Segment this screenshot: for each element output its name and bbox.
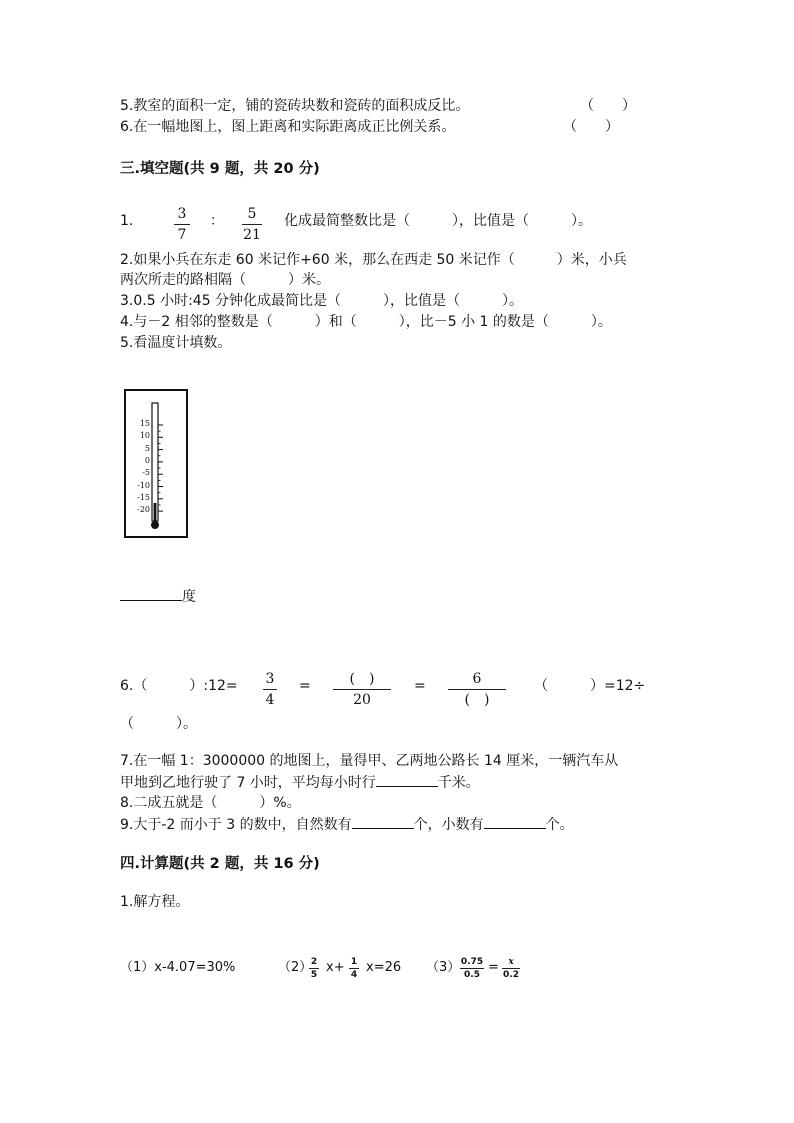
fraction-numerator: 1 [350, 957, 358, 967]
fraction-bar [502, 968, 520, 969]
answer-blank[interactable] [376, 772, 438, 787]
section4-heading: 四.计算题(共 2 题，共 16 分) [120, 856, 320, 872]
fraction-denominator: 5 [310, 970, 318, 980]
fill-q7-line1: 7.在一幅 1：3000000 的地图上，量得甲、乙两地公路长 14 厘米，一辆汽车从 [120, 753, 619, 769]
fraction-numerator: 6 [472, 671, 482, 687]
equation-3-fraction-075-05 [460, 957, 484, 980]
fill-q6-suffix: （ ）=12÷ [534, 678, 646, 694]
fraction-bar [448, 689, 506, 690]
equation-2-middle: x+ [326, 960, 345, 975]
fill-q6-line2: （ ）。 [120, 716, 197, 732]
fill-q7-line2 [120, 772, 480, 793]
answer-blank[interactable] [352, 814, 414, 829]
fill-q7-text-a: 甲地到乙地行驶了 7 小时，平均每小时行 [120, 775, 376, 791]
fraction-denominator: 4 [265, 692, 275, 708]
thermometer-tick-label: 15 [139, 419, 150, 428]
fill-q2-line2: 两次所走的路相隔（ ）米。 [120, 272, 330, 288]
thermometer-figure [124, 389, 188, 538]
fraction-numerator: ( ) [349, 671, 375, 687]
fraction-bar [174, 224, 190, 225]
fill-q8: 8.二成五就是（ ）%。 [120, 795, 301, 811]
fraction-numerator: 3 [265, 671, 275, 687]
fraction-denominator: ( ) [464, 692, 490, 708]
section3-heading: 三.填空题(共 9 题，共 20 分) [120, 161, 320, 177]
fill-q4: 4.与－2 相邻的整数是（ ）和（ ），比－5 小 1 的数是（ ）。 [120, 314, 612, 330]
fraction-bar [309, 968, 319, 969]
equation-2-suffix: x=26 [366, 960, 402, 975]
fraction-numerator: 5 [247, 206, 257, 222]
thermometer-ticks [158, 425, 163, 511]
fill-q9-text-b: 个，小数有 [413, 817, 484, 833]
fill-q6-fraction-3-4 [263, 670, 277, 709]
fill-q2-line1: 2.如果小兵在东走 60 米记作+60 米，那么在西走 50 米记作（ ）米，小兵 [120, 252, 627, 268]
fill-q6-fraction-6-blank [448, 670, 506, 709]
thermometer-tick-label: -20 [137, 505, 150, 515]
thermometer-tick-label: -5 [142, 468, 150, 478]
fraction-denominator: 21 [243, 227, 261, 243]
fraction-numerator: 0.75 [460, 957, 484, 967]
fill-q6-fraction-blank-20 [333, 670, 391, 709]
equation-3-prefix: （3） [426, 960, 461, 975]
fraction-numerator: x [508, 957, 514, 967]
thermometer-tick-label: 10 [139, 431, 150, 441]
fraction-numerator: 3 [177, 206, 187, 222]
fraction-bar [263, 689, 277, 690]
fill-q1-colon: ： [210, 213, 224, 229]
judgement-q6-answer-paren: （ ） [563, 119, 619, 135]
calc-q1: 1.解方程。 [120, 894, 190, 910]
fraction-denominator: 4 [350, 970, 358, 980]
fraction-denominator: 0.2 [503, 970, 519, 980]
fill-q1-fraction-3-7 [174, 205, 190, 244]
fraction-bar [333, 689, 391, 690]
fraction-denominator: 0.5 [464, 970, 480, 980]
equation-2-fraction-1-4 [349, 957, 359, 980]
fraction-bar [460, 968, 484, 969]
equation-3-fraction-x-02 [502, 957, 520, 980]
thermometer-bulb [151, 521, 159, 529]
answer-blank[interactable] [120, 586, 182, 601]
fill-q3: 3.0.5 小时:45 分钟化成最简比是（ ），比值是（ ）。 [120, 293, 524, 309]
thermometer-tick-label: -10 [137, 480, 150, 490]
fraction-bar [349, 968, 359, 969]
judgement-q5-answer-paren: （ ） [580, 98, 636, 114]
judgement-q6: 6.在一幅地图上，图上距离和实际距离成正比例关系。 [120, 119, 456, 135]
fill-q1-fraction-5-21 [242, 205, 262, 244]
equation-2-fraction-2-5 [309, 957, 319, 980]
fill-q7-text-b: 千米。 [437, 775, 480, 791]
fill-q9 [120, 814, 574, 835]
fill-q9-text-c: 个。 [545, 817, 574, 833]
fill-q6-prefix: 6.（ ）:12= [120, 678, 238, 694]
fill-q6-equals-2: = [414, 678, 426, 694]
thermometer-mercury [154, 503, 157, 521]
fill-q5: 5.看温度计填数。 [120, 335, 232, 351]
equation-3-equals: = [488, 960, 499, 975]
equation-2-prefix: （2） [278, 960, 313, 975]
fraction-denominator: 7 [177, 227, 187, 243]
fill-q6-equals-1: = [299, 678, 311, 694]
fill-q1-number: 1. [120, 213, 134, 229]
answer-blank[interactable] [484, 814, 546, 829]
judgement-q5: 5.教室的面积一定，铺的瓷砖块数和瓷砖的面积成反比。 [120, 98, 470, 114]
unit-degree: 度 [182, 589, 196, 605]
fraction-numerator: 2 [310, 957, 318, 967]
equation-1: （1）x-4.07=30% [120, 960, 236, 975]
fill-q9-text-a: 9.大于-2 而小于 3 的数中，自然数有 [120, 817, 352, 833]
thermometer-tick-label: 0 [144, 455, 150, 465]
fraction-bar [242, 224, 262, 225]
thermometer-answer [120, 586, 196, 607]
thermometer-tick-label: -15 [137, 492, 150, 502]
fill-q1-text: 化成最简整数比是（ ），比值是（ ）。 [284, 213, 592, 229]
thermometer-tick-label: 5 [144, 443, 150, 453]
fraction-denominator: 20 [353, 692, 371, 708]
